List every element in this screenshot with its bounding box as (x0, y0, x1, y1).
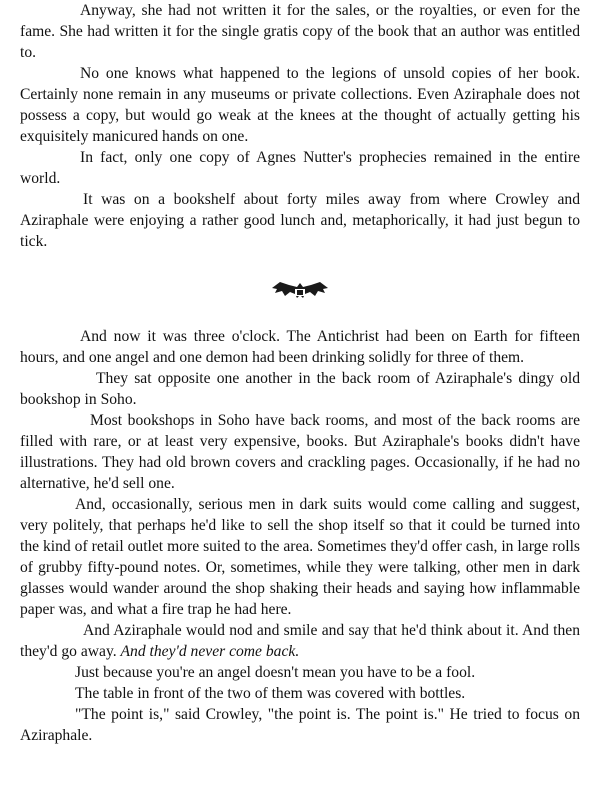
paragraph: And, occasionally, serious men in dark suits would come calling and suggest, very politely, that perhaps he'd like to sell the shop itself so that it could be turned into the kind of retail outlet more suited to the area. Sometimes they'd offer cash, in large rolls of grubby fifty-pound notes. Or, sometimes, while they were talking, other men in dark glasses would wander around the shop shaking their heads and saying how inflammable paper was, and what a fire trap he had here. (20, 496, 580, 618)
paragraph (20, 620, 580, 662)
paragraph: Anyway, she had not written it for the sales, or the royalties, or even for the fame. She had written it for the single gratis copy of the book that an author was entitled to. (20, 2, 580, 61)
paragraph: And now it was three o'clock. The Antichrist had been on Earth for fifteen hours, and one angel and one demon had been drinking solidly for three of them. (20, 328, 580, 366)
bat-ornament-icon (270, 279, 330, 301)
paragraph: They sat opposite one another in the back room of Aziraphale's dingy old bookshop in Soho. (20, 370, 580, 408)
paragraph: "The point is," said Crowley, "the point is. The point is." He tried to focus on Aziraphale. (20, 706, 580, 744)
section-divider (20, 264, 580, 316)
paragraph: It was on a bookshelf about forty miles away from where Crowley and Aziraphale were enjoying a rather good lunch and, metaphorically, it had just begun to tick. (20, 191, 580, 250)
paragraph-italic-text: And they'd never come back. (120, 643, 300, 660)
paragraph-text: And Aziraphale would nod and smile and say that he'd think about it. And then they'd go away. (20, 622, 580, 660)
paragraph: The table in front of the two of them was covered with bottles. (75, 685, 466, 702)
paragraph: Just because you're an angel doesn't mean you have to be a fool. (75, 664, 476, 681)
book-page (20, 0, 580, 746)
paragraph: No one knows what happened to the legions of unsold copies of her book. Certainly none remain in any museums or private collections. Even Aziraphale does not possess a copy, but would go weak at the knees at the thought of actually getting his exquisitely manicured hands on one. (20, 65, 580, 145)
paragraph: In fact, only one copy of Agnes Nutter's prophecies remained in the entire world. (20, 149, 580, 187)
paragraph: Most bookshops in Soho have back rooms, and most of the back rooms are filled with rare, or at least very expensive, books. But Aziraphale's books didn't have illustrations. They had old brown covers and crackling pages. Occasionally, if he had no alternative, he'd sell one. (20, 412, 580, 492)
